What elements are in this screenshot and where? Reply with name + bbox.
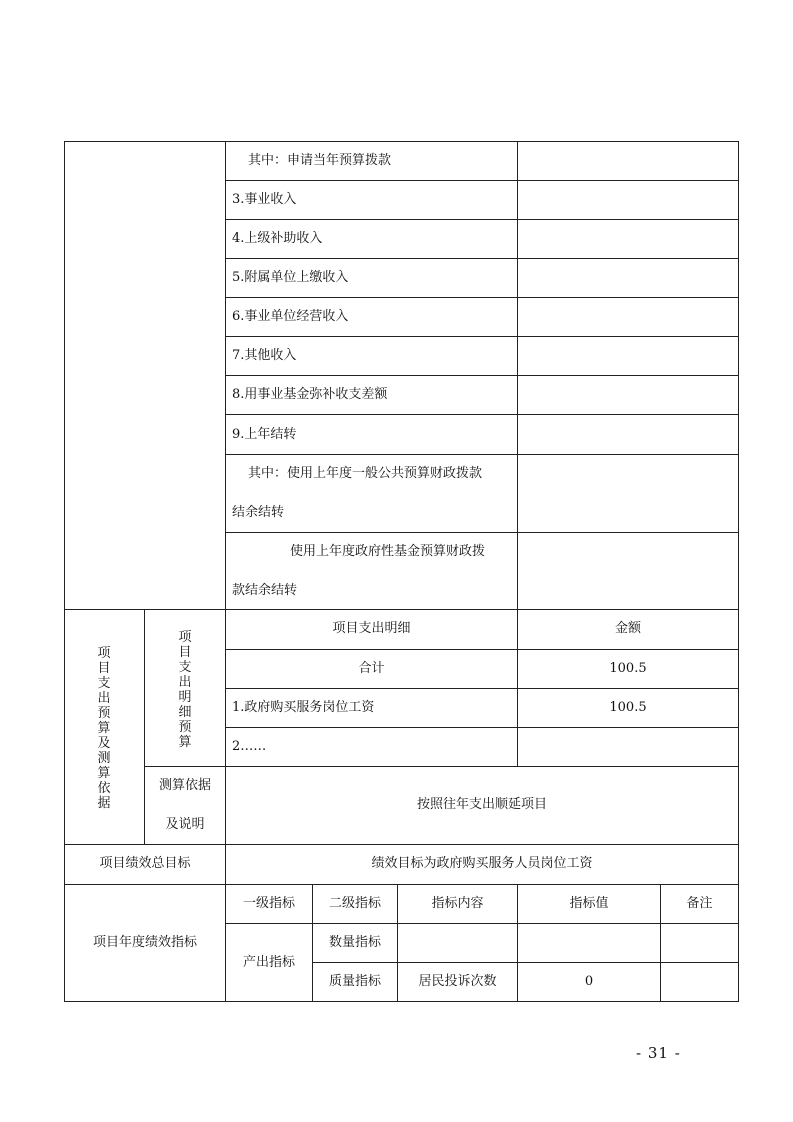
basis-label-line2: 及说明 <box>165 817 205 832</box>
expense-row-cell <box>225 727 518 767</box>
expense-detail-label: 项目支出明细预算 <box>178 630 192 750</box>
income-left-cell <box>64 141 226 610</box>
income-row9-label: 9.上年结转 <box>232 427 297 442</box>
expense-total-label: 合计 <box>358 661 385 676</box>
basis-label-line1: 测算依据 <box>158 778 211 793</box>
income-value-cell <box>517 336 739 376</box>
quality-content: 居民投诉次数 <box>418 974 497 989</box>
income-fund-label-line1: 使用上年度政府性基金预算财政拨 <box>290 544 486 559</box>
ind-header-level1: 一级指标 <box>242 896 295 911</box>
income-row4-label: 4.上级补助收入 <box>232 231 323 246</box>
page-number: - 31 - <box>636 1044 681 1062</box>
expense-section-label: 项目支出预算及测算依据 <box>97 646 111 811</box>
income-value-cell <box>517 454 739 533</box>
expense-header-detail: 项目支出明细 <box>332 621 411 636</box>
income-apply-label: 其中：申请当年预算拨款 <box>248 153 392 168</box>
indicators-section-label: 项目年度绩效指标 <box>92 935 197 950</box>
ind-cell <box>397 923 518 963</box>
output-label: 产出指标 <box>242 955 295 970</box>
income-gp-label-line2: 结余结转 <box>232 505 285 520</box>
ind-cell <box>660 923 739 963</box>
income-row6-label: 6.事业单位经营收入 <box>232 309 349 324</box>
ind-header-content: 指标内容 <box>431 896 484 911</box>
income-value-cell <box>517 532 739 610</box>
income-row8-label: 8.用事业基金弥补收支差额 <box>232 387 388 402</box>
ind-header-remark: 备注 <box>686 896 713 911</box>
income-row7-label: 7.其他收入 <box>232 348 297 363</box>
expense-total-amount: 100.5 <box>609 661 647 676</box>
income-value-cell <box>517 141 739 181</box>
expense-header-amount: 金额 <box>614 621 641 636</box>
expense-item1-label: 1.政府购买服务岗位工资 <box>232 700 375 715</box>
quantity-label: 数量指标 <box>328 935 381 950</box>
income-fund-label-line2: 款结余结转 <box>232 583 298 598</box>
income-value-cell <box>517 297 739 337</box>
goal-label: 项目绩效总目标 <box>99 856 191 871</box>
income-row3-label: 3.事业收入 <box>232 192 297 207</box>
income-value-cell <box>517 375 739 415</box>
ind-cell <box>660 962 739 1002</box>
basis-text: 按照往年支出顺延项目 <box>416 797 547 812</box>
income-gp-label-line1: 其中：使用上年度一般公共预算财政拨款 <box>248 466 483 481</box>
quality-value: 0 <box>584 974 594 989</box>
ind-cell <box>517 923 661 963</box>
expense-item2-label: 2…… <box>232 739 267 754</box>
ind-header-value: 指标值 <box>569 896 609 911</box>
ind-header-level2: 二级指标 <box>328 896 381 911</box>
income-value-cell <box>517 258 739 298</box>
expense-item1-amount: 100.5 <box>609 700 647 715</box>
quality-label: 质量指标 <box>328 974 381 989</box>
income-value-cell <box>517 414 739 455</box>
income-value-cell <box>517 180 739 220</box>
income-value-cell <box>517 219 739 259</box>
goal-text: 绩效目标为政府购买服务人员岗位工资 <box>371 856 593 871</box>
income-row5-label: 5.附属单位上缴收入 <box>232 270 349 285</box>
expense-row-cell <box>517 727 739 767</box>
